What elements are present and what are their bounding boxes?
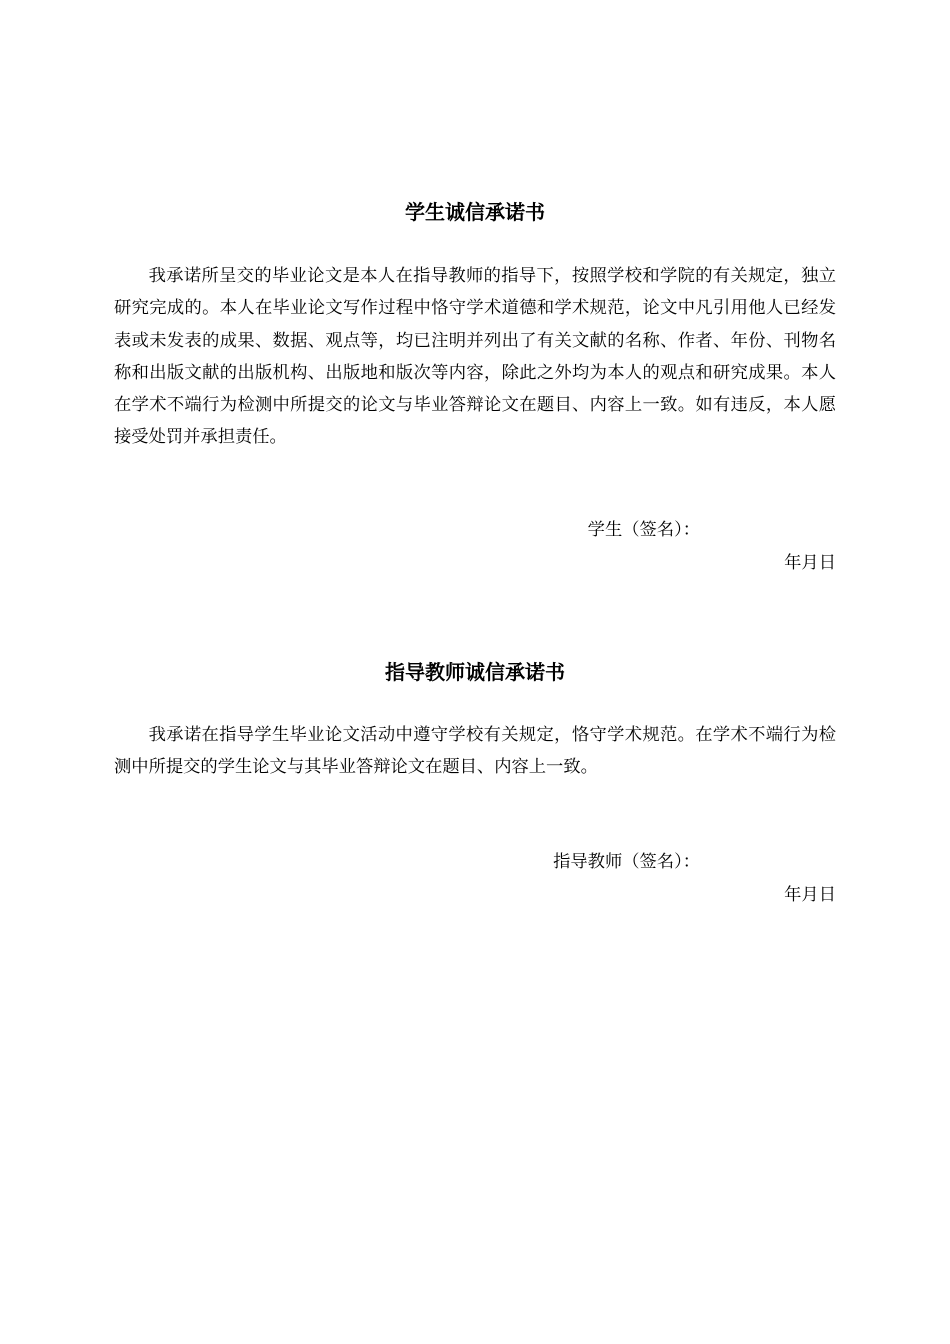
advisor-pledge-title: 指导教师诚信承诺书: [385, 660, 565, 684]
student-pledge-title: 学生诚信承诺书: [405, 200, 545, 224]
advisor-date-label: 年月日: [784, 885, 836, 905]
student-pledge-body: 我承诺所呈交的毕业论文是本人在指导教师的指导下，按照学校和学院的有关规定，独立研究完成的。本人在毕业论文写作过程中恪守学术道德和学术规范，论文中凡引用他人已经发表或未发表的成果、数据、观点等，均已注明并列出了有关文献的名称、作者、年份、刊物名称和出版文献的出版机构、出版地和版次等内容，除此之外均为本人的观点和研究成果。本人在学术不端行为检测中所提交的论文与毕业答辩论文在题目、内容上一致。如有违反，本人愿接受处罚并承担责任。: [114, 266, 836, 448]
advisor-pledge-body: 我承诺在指导学生毕业论文活动中遵守学校有关规定，恪守学术规范。在学术不端行为检测中所提交的学生论文与其毕业答辩论文在题目、内容上一致。: [114, 725, 836, 778]
advisor-signature-label: 指导教师（签名）：: [553, 852, 700, 872]
student-signature-label: 学生（签名）：: [587, 520, 700, 540]
student-date-label: 年月日: [784, 553, 836, 573]
